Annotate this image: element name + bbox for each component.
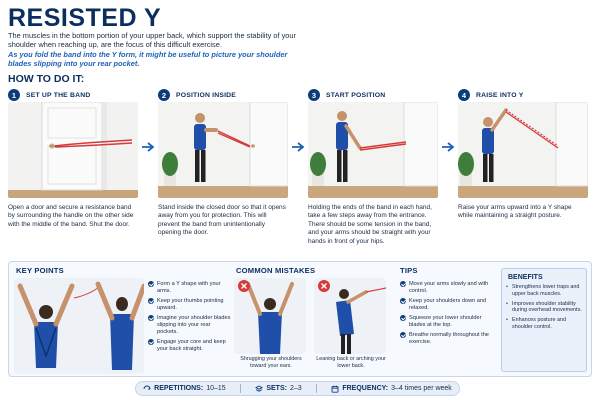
repeat-icon (143, 385, 151, 393)
check-circle-icon (400, 281, 406, 287)
arrow-right-icon (141, 142, 155, 152)
step-1-number: 1 (8, 89, 20, 101)
list-item: • Enhances posture and shoulder control. (506, 317, 582, 331)
step-4 (458, 88, 588, 221)
tips-list (400, 281, 496, 349)
intro-emphasis-text: As you fold the band into the Y form, it might be useful to picture your shoulder blades slipping into your rear pocket. (8, 50, 288, 69)
repetitions-stat (143, 385, 225, 393)
repetitions-label: REPETITIONS: (154, 385, 204, 392)
mistake-1-image (234, 278, 306, 354)
check-circle-icon (148, 315, 154, 321)
intro-text: The muscles in the bottom portion of your upper back, which support the stability of your shoulder when reaching up, are the focus of this difficult exercise. (8, 31, 296, 50)
divider (240, 384, 241, 393)
page-title: RESISTED Y (8, 4, 162, 32)
step-1-label: SET UP THE BAND (26, 91, 91, 99)
mistake-2-caption: Leaning back or arching your lower back. (316, 356, 386, 369)
arrow-right-icon (291, 142, 305, 152)
frequency-value: 3–4 times per week (391, 385, 452, 392)
tips-title: TIPS (400, 266, 418, 275)
benefits-list (502, 281, 586, 331)
step-3-label: START POSITION (326, 91, 386, 99)
list-item: Keep your thumbs pointing upward. (148, 298, 232, 312)
frequency-label: FREQUENCY: (342, 385, 389, 392)
stats-bar (135, 381, 460, 396)
calendar-icon (331, 385, 339, 393)
list-item: Breathe normally throughout the exercise. (400, 332, 496, 346)
step-4-number: 4 (458, 89, 470, 101)
step-2-label: POSITION INSIDE (176, 91, 237, 99)
frequency-stat (331, 385, 451, 393)
check-circle-icon (400, 298, 406, 304)
sets-value: 2–3 (289, 385, 302, 392)
mistake-2-image (314, 278, 386, 354)
step-3 (308, 88, 438, 246)
check-circle-icon (148, 281, 154, 287)
mistake-1-caption: Shrugging your shoulders toward your ears. (240, 356, 302, 369)
key-points-list (148, 281, 232, 356)
step-4-image (458, 102, 588, 198)
step-4-label: RAISE INTO Y (476, 91, 524, 99)
list-item: • Improves shoulder stability during overhead movements. (506, 301, 582, 315)
check-circle-icon (148, 298, 154, 304)
step-2-image (158, 102, 288, 198)
list-item: • Strengthens lower traps and upper back muscles. (506, 284, 582, 298)
step-1-image (8, 102, 138, 198)
step-1-text: Open a door and secure a resistance band by surrounding the handle on the other side with the middle of the band. Shut the door. (8, 204, 134, 228)
sets-stat (255, 385, 301, 393)
step-3-text: Holding the ends of the band in each hand, take a few steps away from the entrance. There should be some tension in the band, and your arms should be straight with your hands in front of your hips. (308, 204, 432, 245)
check-circle-icon (400, 332, 406, 338)
step-1 (8, 88, 138, 229)
list-item: Imagine your shoulder blades slipping into your rear pockets. (148, 315, 232, 336)
check-circle-icon (148, 339, 154, 345)
list-item: Engage your core and keep your back straight. (148, 339, 232, 353)
list-item: Form a Y shape with your arms. (148, 281, 232, 295)
step-4-text: Raise your arms upward into a Y shape while maintaining a straight posture. (458, 204, 572, 220)
list-item: Move your arms slowly and with control. (400, 281, 496, 295)
sets-label: SETS: (266, 385, 287, 392)
key-points-image (14, 278, 144, 374)
list-item: Keep your shoulders down and relaxed. (400, 298, 496, 312)
list-item: Squeeze your lower shoulder blades at the top. (400, 315, 496, 329)
key-points-title: KEY POINTS (16, 266, 64, 275)
benefits-box (501, 268, 587, 372)
common-mistakes-title: COMMON MISTAKES (236, 266, 316, 275)
step-2 (158, 88, 288, 238)
how-to-heading: HOW TO DO IT: (8, 73, 85, 85)
step-3-number: 3 (308, 89, 320, 101)
arrow-right-icon (441, 142, 455, 152)
step-2-number: 2 (158, 89, 170, 101)
benefits-title: BENEFITS (508, 274, 543, 281)
check-circle-icon (400, 315, 406, 321)
divider (316, 384, 317, 393)
step-3-image (308, 102, 438, 198)
step-2-text: Stand inside the closed door so that it opens away from you for protection. This will prevent the band from unintentionally opening the door. (158, 204, 286, 237)
repetitions-value: 10–15 (206, 385, 226, 392)
layers-icon (255, 385, 263, 393)
